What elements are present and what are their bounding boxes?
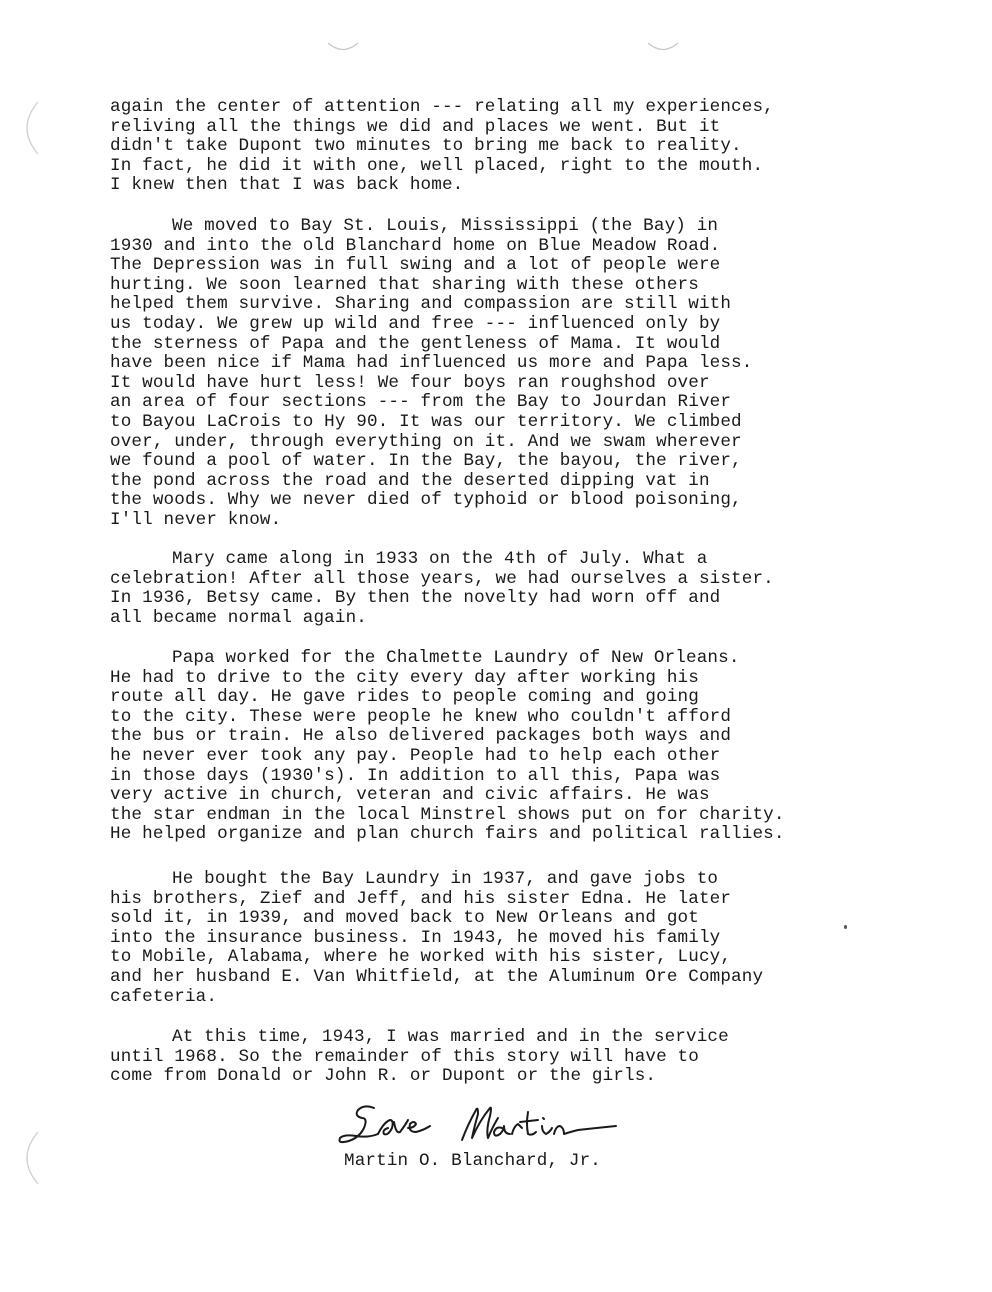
text-line: He had to drive to the city every day after working his bbox=[110, 667, 699, 688]
text-line: in those days (1930's). In addition to all this, Papa was bbox=[110, 765, 721, 786]
text-line: He helped organize and plan church fairs and political rallies. bbox=[110, 824, 785, 845]
text-line: 1930 and into the old Blanchard home on Blue Meadow Road. bbox=[110, 235, 721, 256]
text-line: over, under, through everything on it. And we swam wherever bbox=[110, 431, 742, 452]
text-line: the star endman in the local Minstrel shows put on for charity. bbox=[110, 804, 785, 825]
text-line: didn't take Dupont two minutes to bring me back to reality. bbox=[110, 136, 742, 157]
text-line: all became normal again. bbox=[110, 607, 367, 628]
paragraph-4 bbox=[110, 649, 930, 845]
punch-hole-top-right-mark bbox=[646, 40, 680, 56]
text-line: helped them survive. Sharing and compassion are still with bbox=[110, 294, 732, 315]
paragraph-6 bbox=[110, 1028, 930, 1087]
paragraph-5 bbox=[110, 870, 930, 1007]
text-line: until 1968. So the remainder of this story will have to bbox=[110, 1046, 699, 1067]
text-line: he never ever took any pay. People had to help each other bbox=[110, 745, 721, 766]
text-line: route all day. He gave rides to people coming and going bbox=[110, 687, 699, 708]
text-line: I knew then that I was back home. bbox=[110, 175, 464, 196]
text-line: In 1936, Betsy came. By then the novelty had worn off and bbox=[110, 588, 721, 609]
text-line: have been nice if Mama had influenced us more and Papa less. bbox=[110, 353, 753, 374]
text-line: us today. We grew up wild and free --- influenced only by bbox=[110, 313, 721, 334]
punch-hole-top-left-mark bbox=[326, 40, 360, 56]
paragraph-3 bbox=[110, 550, 930, 628]
text-line: reliving all the things we did and places we went. But it bbox=[110, 116, 721, 137]
paragraph-1 bbox=[110, 98, 930, 196]
text-line: to Mobile, Alabama, where he worked with his sister, Lucy, bbox=[110, 947, 732, 968]
signer-printed-name: Martin O. Blanchard, Jr. bbox=[344, 1151, 601, 1171]
text-line: an area of four sections --- from the Bay to Jourdan River bbox=[110, 392, 732, 413]
text-line: celebration! After all those years, we had ourselves a sister. bbox=[110, 568, 774, 589]
text-line: we found a pool of water. In the Bay, the bayou, the river, bbox=[110, 451, 742, 472]
text-line: the pond across the road and the deserted dipping vat in bbox=[110, 470, 710, 491]
text-line: and her husband E. Van Whitfield, at the Aluminum Ore Company bbox=[110, 966, 764, 987]
text-line: In fact, he did it with one, well placed, right to the mouth. bbox=[110, 155, 764, 176]
text-line: again the center of attention --- relating all my experiences, bbox=[110, 97, 774, 117]
text-line: to the city. These were people he knew who couldn't afford bbox=[110, 706, 732, 727]
punch-hole-left-lower-mark bbox=[12, 1128, 42, 1188]
punch-hole-left-upper-mark bbox=[12, 98, 42, 158]
text-line: Papa worked for the Chalmette Laundry of New Orleans. bbox=[172, 648, 740, 668]
text-line: He bought the Bay Laundry in 1937, and gave jobs to bbox=[172, 869, 719, 889]
text-line: It would have hurt less! We four boys ran roughshod over bbox=[110, 372, 710, 393]
text-line: sold it, in 1939, and moved back to New Orleans and got bbox=[110, 908, 699, 929]
text-line: We moved to Bay St. Louis, Mississippi (the Bay) in bbox=[172, 216, 719, 236]
text-line: Mary came along in 1933 on the 4th of July. What a bbox=[172, 549, 708, 569]
text-line: into the insurance business. In 1943, he moved his family bbox=[110, 927, 721, 948]
text-line: the bus or train. He also delivered packages both ways and bbox=[110, 726, 732, 747]
paragraph-2 bbox=[110, 217, 930, 531]
handwritten-signature bbox=[334, 1098, 624, 1148]
text-line: cafeteria. bbox=[110, 986, 218, 1007]
text-line: come from Donald or John R. or Dupont or the girls. bbox=[110, 1066, 657, 1087]
text-line: his brothers, Zief and Jeff, and his sister Edna. He later bbox=[110, 888, 732, 909]
text-line: At this time, 1943, I was married and in the service bbox=[172, 1027, 729, 1047]
text-line: the sterness of Papa and the gentleness of Mama. It would bbox=[110, 333, 721, 354]
text-line: the woods. Why we never died of typhoid or blood poisoning, bbox=[110, 490, 742, 511]
text-line: I'll never know. bbox=[110, 509, 282, 530]
text-line: very active in church, veteran and civic affairs. He was bbox=[110, 785, 710, 806]
text-line: hurting. We soon learned that sharing with these others bbox=[110, 274, 699, 295]
text-line: The Depression was in full swing and a lot of people were bbox=[110, 255, 721, 276]
text-line: to Bayou LaCrois to Hy 90. It was our territory. We climbed bbox=[110, 411, 742, 432]
